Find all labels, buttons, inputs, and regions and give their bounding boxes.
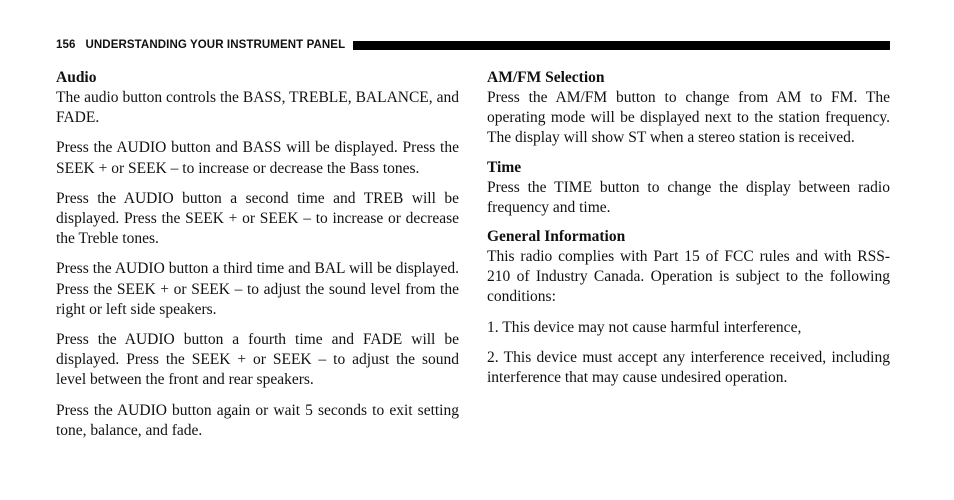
fade-paragraph: Press the AUDIO button a fourth time and FADE will be displayed. Press the SEEK + or SEEK – to adjust the sound level between the front and rear speakers. (56, 331, 459, 389)
right-column (487, 68, 890, 398)
amfm-paragraph: Press the AM/FM button to change from AM to FM. The operating mode will be displayed next to the station frequency. The display will show ST when a stereo station is received. (487, 89, 890, 147)
general-info-heading: General Information (487, 228, 626, 246)
section-title: UNDERSTANDING YOUR INSTRUMENT PANEL (85, 39, 346, 51)
page-number: 156 (56, 39, 76, 51)
time-paragraph: Press the TIME button to change the display between radio frequency and time. (487, 178, 890, 216)
amfm-heading: AM/FM Selection (487, 69, 605, 86)
page-header (56, 38, 890, 52)
left-column (56, 68, 459, 451)
time-heading: Time (487, 158, 522, 176)
general-info-paragraph: This radio complies with Part 15 of FCC rules and with RSS-210 of Industry Canada. Operation is subject to the following conditions: (487, 248, 890, 306)
condition-2: 2. This device must accept any interference received, including interference that may cause undesired operation. (487, 348, 890, 387)
condition-1: 1. This device may not cause harmful interference, (487, 318, 802, 336)
audio-heading: Audio (56, 69, 97, 86)
audio-intro-paragraph: The audio button controls the BASS, TREBLE, BALANCE, and FADE. (56, 89, 459, 127)
header-rule (353, 41, 890, 50)
balance-paragraph: Press the AUDIO button a third time and BAL will be displayed. Press the SEEK + or SEEK – to adjust the sound level from the right or left side speakers. (56, 260, 459, 318)
exit-paragraph: Press the AUDIO button again or wait 5 seconds to exit setting tone, balance, and fade. (56, 401, 459, 439)
treble-paragraph: Press the AUDIO button a second time and TREB will be displayed. Press the SEEK + or SEEK – to increase or decrease the Treble tones. (56, 189, 459, 248)
bass-paragraph: Press the AUDIO button and BASS will be displayed. Press the SEEK + or SEEK – to increase or decrease the Bass tones. (56, 139, 459, 177)
